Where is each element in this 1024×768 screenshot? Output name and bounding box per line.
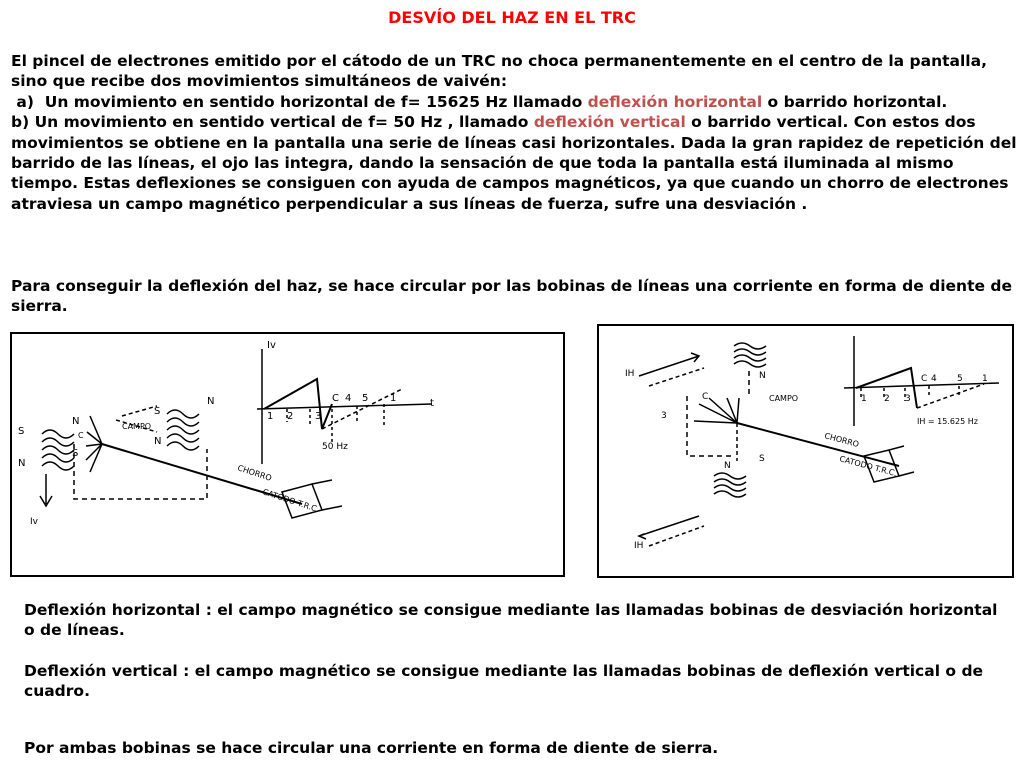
- ih-bottom-label: IH: [634, 541, 644, 551]
- bottom-coil: [714, 473, 746, 497]
- x-axis-label: t: [430, 398, 434, 409]
- chorro-label: CHORRO: [236, 463, 273, 483]
- pole-s-left: S: [18, 426, 25, 437]
- horizontal-deflection-note: Deflexión horizontal : el campo magnético se consigue mediante las llamadas bobinas de desviación horizontal o de líneas.: [24, 601, 998, 640]
- freq-label: 50 Hz: [322, 442, 348, 452]
- sawtooth-note: Por ambas bobinas se hace circular una corriente en forma de diente de sierra.: [24, 739, 719, 757]
- item-b-text: b) Un movimiento en sentido vertical de f= 50 Hz , llamado: [11, 113, 534, 132]
- pole-s-right: S: [154, 406, 161, 417]
- term-vertical-deflection: deflexión vertical: [533, 113, 686, 132]
- vertical-deflection-diagram: [10, 332, 565, 577]
- c-label: C: [702, 392, 709, 402]
- chorro-label: CHORRO: [823, 431, 860, 450]
- current-arrow-left: [40, 474, 52, 506]
- item-a-end: o barrido horizontal.: [762, 92, 948, 111]
- item-a: [11, 92, 1017, 112]
- tick-4: 4: [931, 374, 937, 384]
- sawtooth-paragraph: Para conseguir la deflexión del haz, se hace circular por las bobinas de líneas una corriente en forma de diente de sierra.: [11, 277, 1012, 316]
- top-coil: [734, 343, 766, 367]
- right-coil: [167, 410, 199, 450]
- intro-paragraph: [11, 51, 1017, 214]
- campo-label: CAMPO: [769, 394, 799, 403]
- pole-n-mid: N: [72, 416, 80, 427]
- pole-n-left: N: [18, 458, 26, 469]
- tick-4: 4: [345, 393, 352, 404]
- current-arrow-bottom: [639, 516, 699, 539]
- item-a-text: a) Un movimiento en sentido horizontal de f= 15625 Hz llamado: [11, 92, 588, 111]
- left-coil: [42, 430, 74, 470]
- vertical-deflection-note: Deflexión vertical : el campo magnético se consigue mediante las llamadas bobinas de deflexión vertical o de cuadro.: [24, 662, 984, 701]
- pole-n-right2: N: [154, 436, 162, 447]
- catodo-label: CATODO T.R.C.: [838, 454, 898, 479]
- ih-top-label: IH: [625, 369, 635, 379]
- freq-label: IH = 15.625 Hz: [917, 417, 978, 426]
- intro-line: El pincel de electrones emitido por el cátodo de un TRC no choca permanentemente en el centro de la pantalla, sino que recibe dos movimientos simultáneos de vaivén:: [11, 52, 987, 91]
- tick-5: 5: [957, 374, 963, 384]
- tick-3: 3: [905, 394, 911, 404]
- tick-1b: 1: [982, 374, 988, 384]
- pole-s-bottom: S: [759, 454, 765, 464]
- tick-5: 5: [362, 393, 369, 404]
- tick-2: 2: [287, 411, 294, 422]
- pole-n-top: N: [759, 371, 766, 381]
- campo-label: CAMPO: [122, 422, 152, 431]
- y-axis-label: Iv: [267, 340, 276, 351]
- item-b-end: o barrido vertical. Con estos dos movimientos se obtiene en la pantalla una serie de líneas casi horizontales. Dada la gran rapidez de repetición del barrido de las líneas, el ojo las integra, dando la sensación de que toda la pantalla está iluminada al mismo tiempo. Estas deflexiones se consiguen con ayuda de campos magnéticos, ya que cuando un chorro de electrones atraviesa un campo magnético perpendicular a sus líneas de fuerza, sufre una desviación .: [11, 113, 1017, 213]
- tick-c: C: [332, 393, 339, 404]
- sawtooth-wave: [264, 379, 332, 429]
- diagram-horizontal-svg: [599, 326, 1012, 576]
- iv-label: Iv: [30, 517, 38, 527]
- term-horizontal-deflection: deflexión horizontal: [587, 92, 763, 111]
- pole-n-bottom: N: [724, 461, 731, 471]
- c-label: C: [78, 431, 84, 440]
- deflected-beams: [86, 416, 102, 472]
- diagram-vertical-svg: [12, 334, 563, 575]
- label-3: 3: [661, 411, 667, 421]
- deflected-beams: [694, 398, 739, 423]
- catodo-label: CATODO T.R.C.: [261, 487, 321, 515]
- x-axis: [257, 404, 432, 409]
- tick-1b: 1: [390, 393, 397, 404]
- tick-1: 1: [861, 394, 867, 404]
- pole-s-mid: S: [72, 448, 79, 459]
- pole-n-right: N: [207, 396, 215, 407]
- horizontal-deflection-diagram: [597, 324, 1014, 578]
- tick-3: 3: [315, 411, 322, 422]
- item-b: [11, 112, 1017, 214]
- page-title: DESVÍO DEL HAZ EN EL TRC: [388, 8, 636, 27]
- tick-2: 2: [884, 394, 890, 404]
- tick-1: 1: [267, 411, 274, 422]
- tick-c: C: [921, 374, 928, 384]
